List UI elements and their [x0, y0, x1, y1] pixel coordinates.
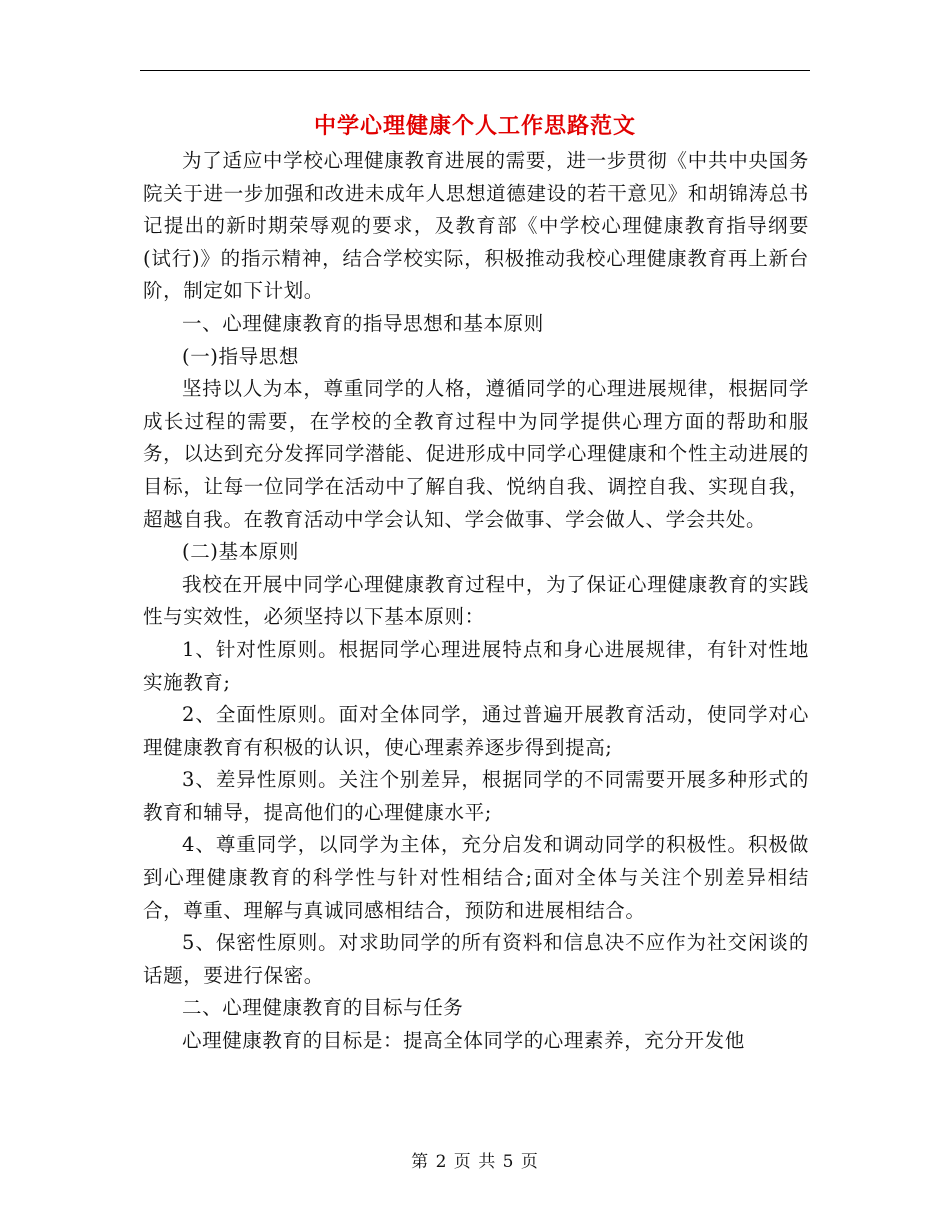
- paragraph: 我校在开展中同学心理健康教育过程中，为了保证心理健康教育的实践性与实效性，必须坚持以下基本原则：: [143, 572, 809, 629]
- subsection-heading: (二)基本原则: [182, 540, 299, 564]
- list-item: 2、全面性原则。面对全体同学，通过普遍开展教育活动，使同学对心理健康教育有积极的认识，使心理素养逐步得到提高;: [143, 703, 809, 759]
- document-body: [143, 145, 809, 1058]
- section-heading: 一、心理健康教育的指导思想和基本原则: [182, 311, 544, 335]
- paragraph: 心理健康教育的目标是：提高全体同学的心理素养，充分开发他: [182, 1029, 745, 1053]
- document-title: 中学心理健康个人工作思路范文: [313, 113, 636, 139]
- paragraph: 为了适应中学校心理健康教育进展的需要，进一步贯彻《中共中央国务院关于进一步加强和改进未成年人思想道德建设的若干意见》和胡锦涛总书记提出的新时期荣辱观的要求，及教育部《中学校心理健康教育指导纲要(试行)》的指示精神，结合学校实际，积极推动我校心理健康教育再上新台阶，制定如下计划。: [143, 149, 809, 303]
- paragraph: 坚持以人为本，尊重同学的人格，遵循同学的心理进展规律，根据同学成长过程的需要，在学校的全教育过程中为同学提供心理方面的帮助和服务，以达到充分发挥同学潜能、促进形成中同学心理健康和个性主动进展的目标，让每一位同学在活动中了解自我、悦纳自我、调控自我、实现自我，超越自我。在教育活动中学会认知、学会做事、学会做人、学会共处。: [143, 377, 809, 531]
- page-number: 第 2 页 共 5 页: [411, 1152, 539, 1172]
- header-rule: [140, 70, 810, 71]
- list-item: 5、保密性原则。对求助同学的所有资料和信息决不应作为社交闲谈的话题，要进行保密。: [143, 931, 809, 987]
- list-item: 4、尊重同学，以同学为主体，充分启发和调动同学的积极性。积极做到心理健康教育的科学性与针对性相结合;面对全体与关注个别差异相结合，尊重、理解与真诚同感相结合，预防和进展相结合。: [143, 833, 809, 922]
- list-item: 3、差异性原则。关注个别差异，根据同学的不同需要开展多种形式的教育和辅导，提高他们的心理健康水平;: [143, 768, 809, 824]
- subsection-heading: (一)指导思想: [182, 344, 299, 368]
- section-heading: 二、心理健康教育的目标与任务: [182, 996, 464, 1020]
- list-item: 1、针对性原则。根据同学心理进展特点和身心进展规律，有针对性地实施教育;: [143, 637, 809, 694]
